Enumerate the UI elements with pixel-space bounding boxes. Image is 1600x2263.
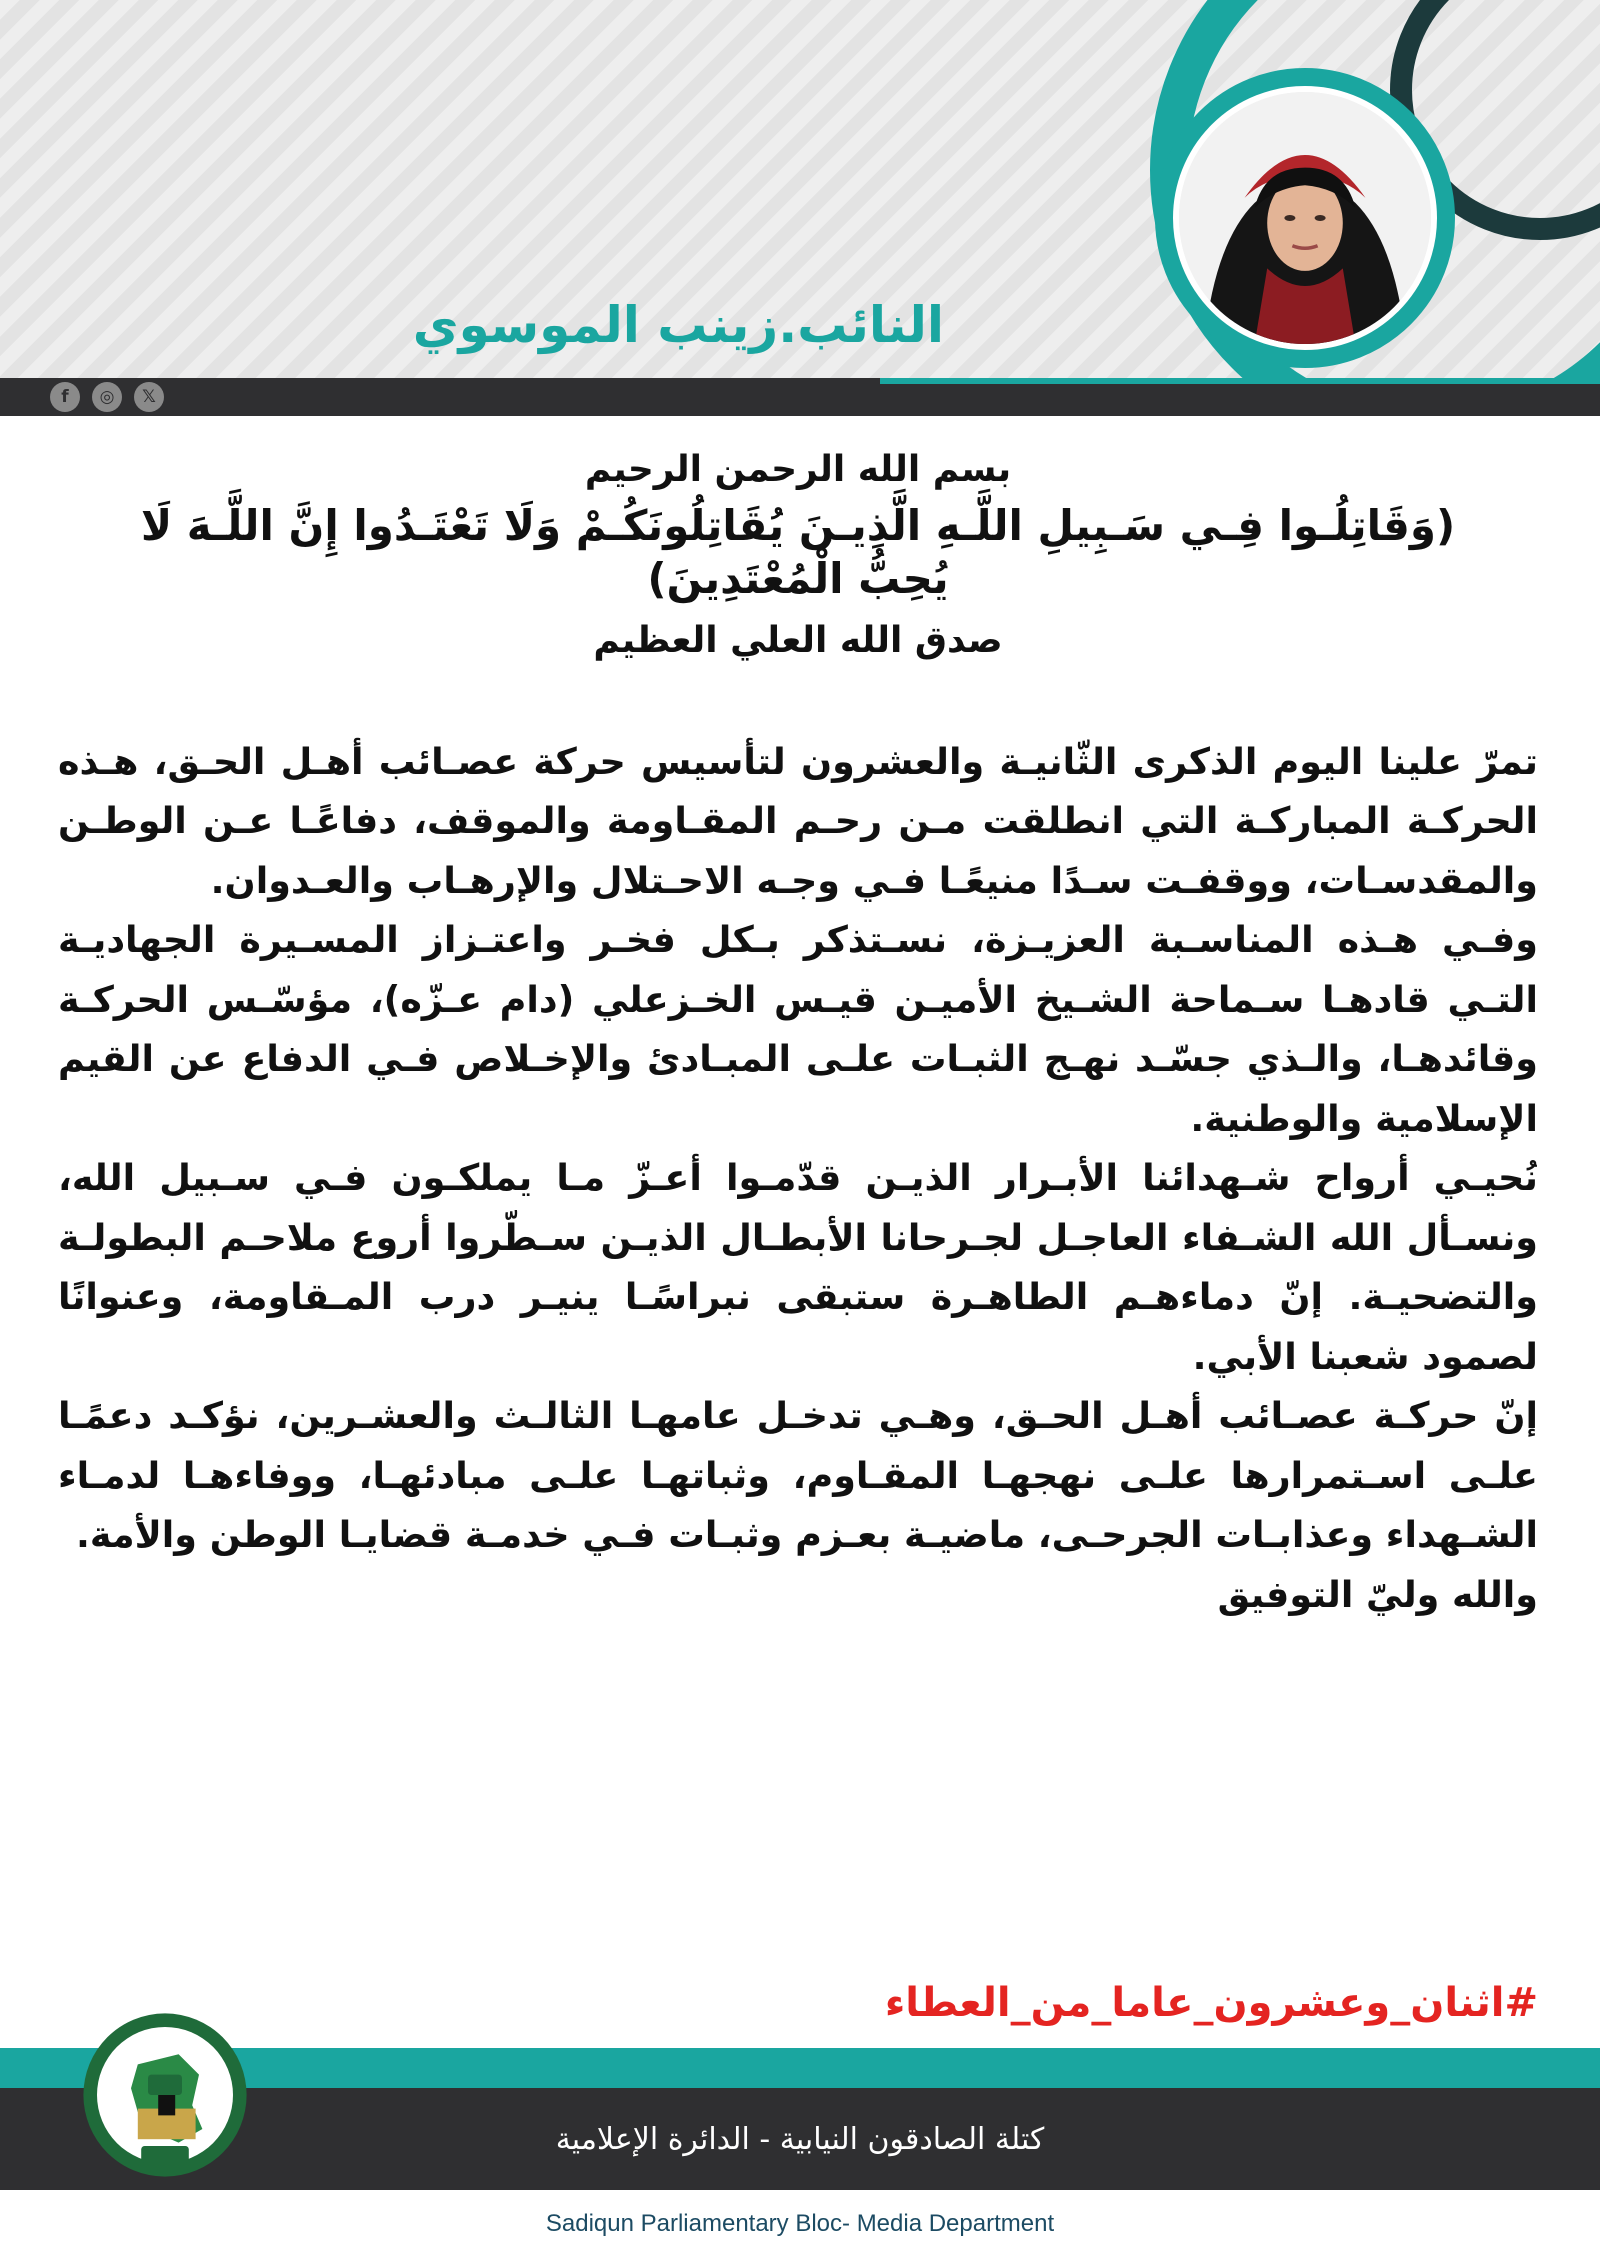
- mp-name-title: النائب.زينب الموسوي: [412, 296, 944, 354]
- statement-body: [58, 446, 1538, 1625]
- quran-verse: (وَقَاتِلُـوا فِـي سَـبِيلِ اللَّـهِ الَّذِيـنَ يُقَاتِلُونَكُـمْ وَلَا تَعْتَـدُوا إِنَّ اللَّـهَ لَا يُحِبُّ الْمُعْتَدِينَ): [140, 500, 1456, 604]
- closing-line: والله وليّ التوفيق: [1217, 1572, 1538, 1616]
- footer-arabic-caption: كتلة الصادقون النيابية - الدائرة الإعلامية: [555, 2122, 1045, 2157]
- instagram-icon[interactable]: ◎: [92, 382, 122, 412]
- header-teal-stripe: [880, 378, 1600, 384]
- paragraph: نُحيـي أرواح شـهدائنا الأبـرار الذيـن قدّمـوا أعـزّ مـا يملكـون فـي سـبيل الله، ونسـأل الله الشـفاء العاجـل لجـرحانا الأبطـال الذيـن سـطّروا أروع ملاحـم البطولـة والتضحيـة. إنّ دماءهـم الطاهـرة ستبقى نبراسًـا ينيـر درب المـقاومة، وعنوانًا لصمود شعبنا الأبي.: [58, 1156, 1538, 1378]
- portrait-frame: [1155, 68, 1455, 368]
- footer-english-caption: Sadiqun Parliamentary Bloc- Media Department: [545, 2210, 1055, 2237]
- sadaq-line: صدق الله العلي العظيم: [593, 620, 1003, 662]
- mp-portrait: [1179, 92, 1431, 344]
- facebook-icon[interactable]: f: [50, 382, 80, 412]
- statement-paragraphs: [58, 732, 1538, 1565]
- header-dark-bar: [0, 378, 1600, 416]
- paragraph: إنّ حركـة عصـائب أهـل الحـق، وهـي تدخـل عامهـا الثالـث والعشـرين، نؤكـد دعمًـا علـى اسـتمرارها علـى نهجهـا المقـاوم، وثباتهـا علـى مبادئهـا، ووفاءهـا لدمـاء الشـهداء وعذابـات الجرحـى، ماضيـة بعـزم وثبـات فـي خدمـة قضايـا الوطن والأمة.: [58, 1394, 1538, 1557]
- hashtag[interactable]: #اثنان_وعشرون_عاما_من_العطاء: [884, 1980, 1538, 2026]
- paragraph: تمرّ علينا اليوم الذكرى الثّانيـة والعشرون لتأسيس حركة عصـائب أهـل الحـق، هـذه الحركـة المباركـة التي انطلقت مـن رحـم المقـاومة والموقف، دفاعًـا عـن الوطـن والمقدسـات، ووقفـت سـدًا منيعًـا فـي وجـه الاحـتلال والإرهـاب والعـدوان.: [58, 739, 1538, 902]
- sadiqun-logo: [80, 2010, 250, 2180]
- paragraph: وفـي هـذه المناسـبة العزيـزة، نسـتذكر بـكل فخـر واعتـزاز المسـيرة الجهاديـة التـي قادهـا سـماحة الشـيخ الأميـن قيـس الخـزعلي (دام عـزّه)، مؤسّـس الحركـة وقائدهـا، والـذي جسّـد نهـج الثبـات علـى المبـادئ والإخـلاص فـي الدفاع عن القيم الإسلامية والوطنية.: [58, 918, 1538, 1140]
- basmala: بسم الله الرحمن الرحيم: [584, 449, 1012, 490]
- social-icons: [50, 382, 164, 412]
- header-banner: [0, 0, 1600, 378]
- x-icon[interactable]: 𝕏: [134, 382, 164, 412]
